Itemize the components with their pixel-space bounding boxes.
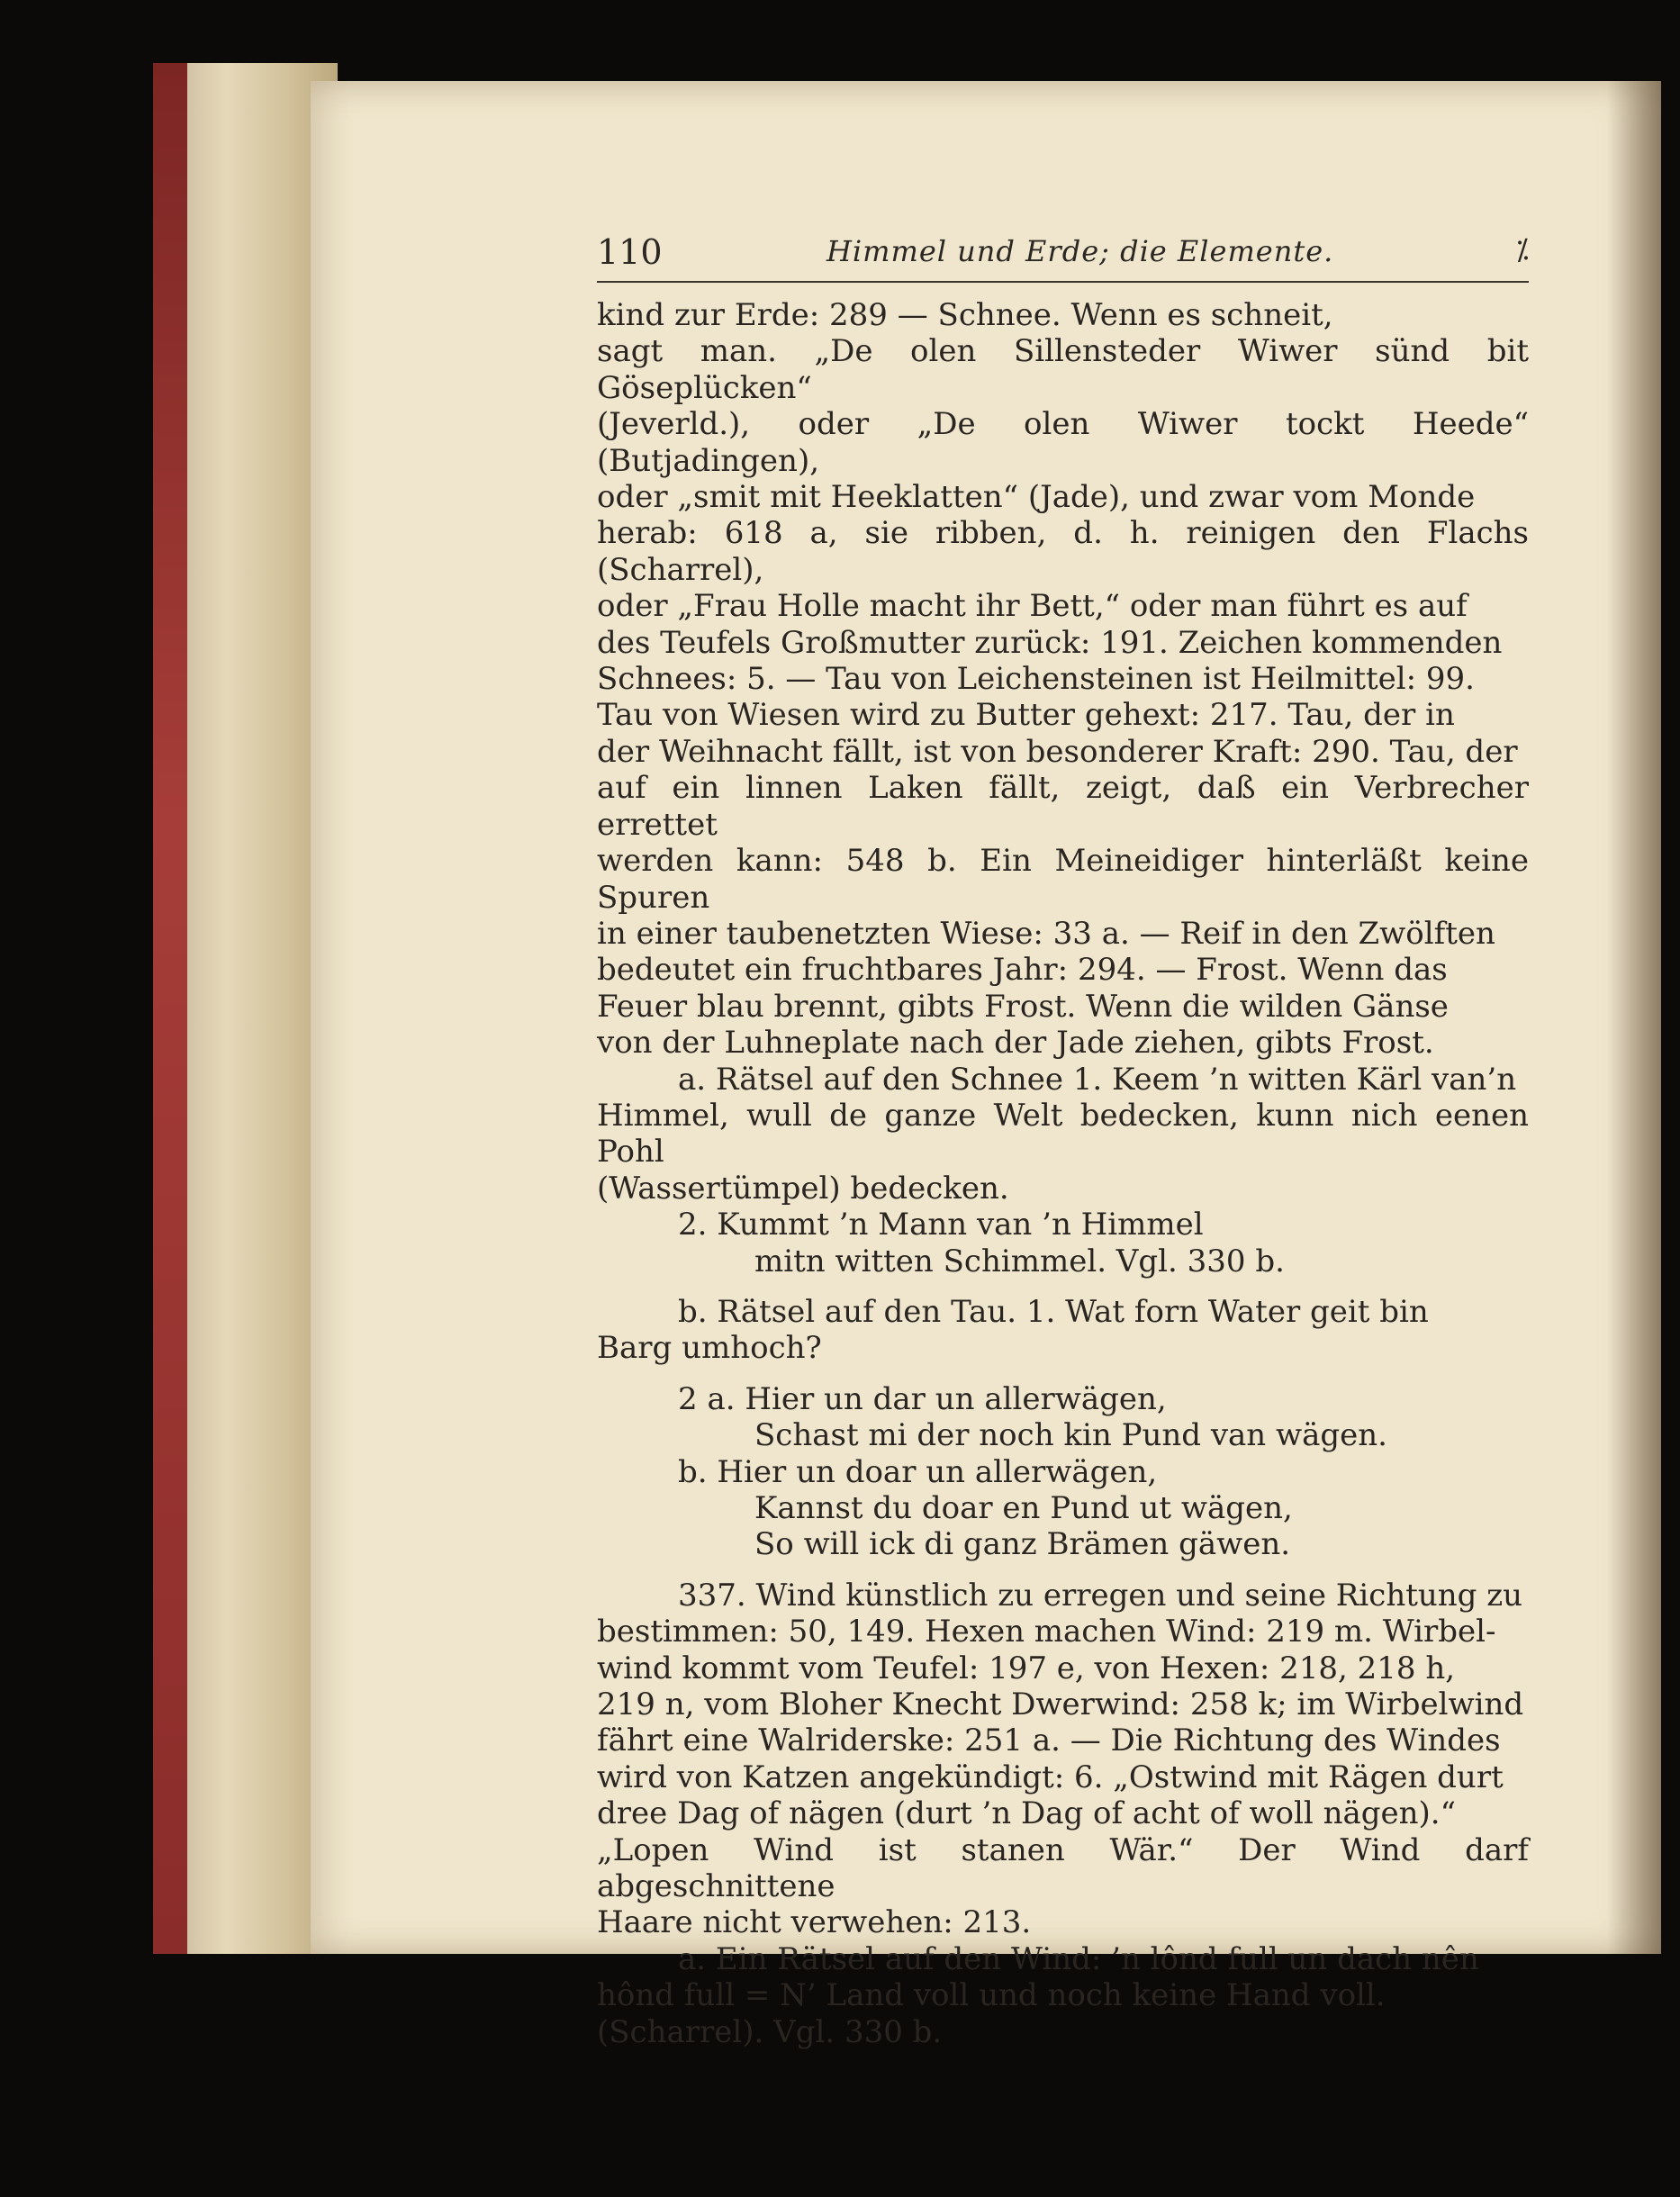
- text-line: des Teufels Großmutter zurück: 191. Zeichen kommenden: [597, 624, 1503, 661]
- text-line: von der Luhneplate nach der Jade ziehen, gibts Frost.: [597, 1025, 1434, 1062]
- verse-line: mitn witten Schimmel. Vgl. 330 b.: [754, 1243, 1285, 1279]
- text-line: (Scharrel). Vgl. 330 b.: [597, 2013, 943, 2050]
- text-line: herab: 618 a, sie ribben, d. h. reinigen den Flachs (Scharrel),: [597, 515, 1529, 588]
- section-heading: 337. Wind künstlich zu erregen und seine Richtung zu: [678, 1577, 1523, 1614]
- text-line: kind zur Erde: 289 — Schnee. Wenn es schneit,: [597, 297, 1333, 333]
- text-line: werden kann: 548 b. Ein Meineidiger hinterläßt keine Spuren: [597, 843, 1529, 916]
- spacer: [597, 1563, 1529, 1578]
- text-line: Feuer blau brennt, gibts Frost. Wenn die wilden Gänse: [597, 988, 1449, 1025]
- verse-line: Schast mi der noch kin Pund van wägen.: [754, 1417, 1387, 1454]
- page-header: [597, 232, 1529, 283]
- page-gutter-shadow: [1607, 81, 1661, 1954]
- riddle-heading: b. Rätsel auf den Tau. 1. Wat forn Water geit bin: [678, 1293, 1429, 1330]
- text-line: dree Dag of nägen (durt ’n Dag of acht of woll nägen).“: [597, 1795, 1456, 1832]
- text-line: „Lopen Wind ist stanen Wär.“ Der Wind darf abgeschnittene: [597, 1831, 1529, 1905]
- riddle-heading: a. Ein Rätsel auf den Wind: ’n lônd full un dach nên: [678, 1940, 1479, 1977]
- riddle-heading: a. Rätsel auf den Schnee 1. Keem ’n witten Kärl van’n: [678, 1061, 1517, 1098]
- text-line: sagt man. „De olen Sillensteder Wiwer sünd bit Göseplücken“: [597, 333, 1529, 406]
- text-line: Haare nicht verwehen: 213.: [597, 1904, 1032, 1941]
- text-line: bestimmen: 50, 149. Hexen machen Wind: 219 m. Wirbel-: [597, 1614, 1496, 1650]
- book-page: [311, 81, 1661, 2050]
- spacer: [597, 1367, 1529, 1381]
- text-line: 219 n, vom Bloher Knecht Dwerwind: 258 k; im Wirbelwind: [597, 1686, 1524, 1723]
- text-line: (Jeverld.), oder „De olen Wiwer tockt Heede“ (Butjadingen),: [597, 406, 1529, 479]
- verse-line: 2. Kummt ’n Mann van ’n Himmel: [678, 1207, 1204, 1243]
- header-ornament: ⁒: [1515, 232, 1529, 267]
- text-line: oder „smit mit Heeklatten“ (Jade), und zwar vom Monde: [597, 479, 1476, 516]
- text-line: (Wassertümpel) bedecken.: [597, 1170, 1009, 1207]
- text-line: hônd full = N’ Land voll und noch keine Hand voll.: [597, 1977, 1386, 2014]
- text-line: Barg umhoch?: [597, 1330, 822, 1367]
- spacer: [597, 1279, 1529, 1294]
- text-line: bedeutet ein fruchtbares Jahr: 294. — Frost. Wenn das: [597, 952, 1448, 989]
- text-line: fährt eine Walriderske: 251 a. — Die Richtung des Windes: [597, 1722, 1501, 1759]
- text-line: der Weihnacht fällt, ist von besonderer Kraft: 290. Tau, der: [597, 733, 1518, 770]
- text-line: auf ein linnen Laken fällt, zeigt, daß ein Verbrecher errettet: [597, 770, 1529, 843]
- text-line: in einer taubenetzten Wiese: 33 a. — Reif in den Zwölften: [597, 915, 1495, 952]
- book-cover-edge: [153, 63, 187, 1954]
- page-number: 110: [597, 232, 663, 272]
- text-line: oder „Frau Holle macht ihr Bett,“ oder man führt es auf: [597, 588, 1468, 625]
- text-line: Himmel, wull de ganze Welt bedecken, kunn nich eenen Pohl: [597, 1097, 1529, 1171]
- verse-line: So will ick di ganz Brämen gäwen.: [754, 1526, 1291, 1563]
- page-body: [597, 297, 1529, 2050]
- text-line: wird von Katzen angekündigt: 6. „Ostwind mit Rägen durt: [597, 1759, 1504, 1795]
- text-line: wind kommt vom Teufel: 197 e, von Hexen: 218, 218 h,: [597, 1650, 1456, 1686]
- verse-line: b. Hier un doar un allerwägen,: [678, 1453, 1158, 1490]
- verse-line: 2 a. Hier un dar un allerwägen,: [678, 1380, 1167, 1417]
- text-line: Tau von Wiesen wird zu Butter gehext: 217. Tau, der in: [597, 697, 1455, 734]
- text-line: Schnees: 5. — Tau von Leichensteinen ist Heilmittel: 99.: [597, 661, 1475, 698]
- running-title: Himmel und Erde; die Elemente.: [826, 234, 1334, 268]
- verse-line: Kannst du doar en Pund ut wägen,: [754, 1490, 1293, 1526]
